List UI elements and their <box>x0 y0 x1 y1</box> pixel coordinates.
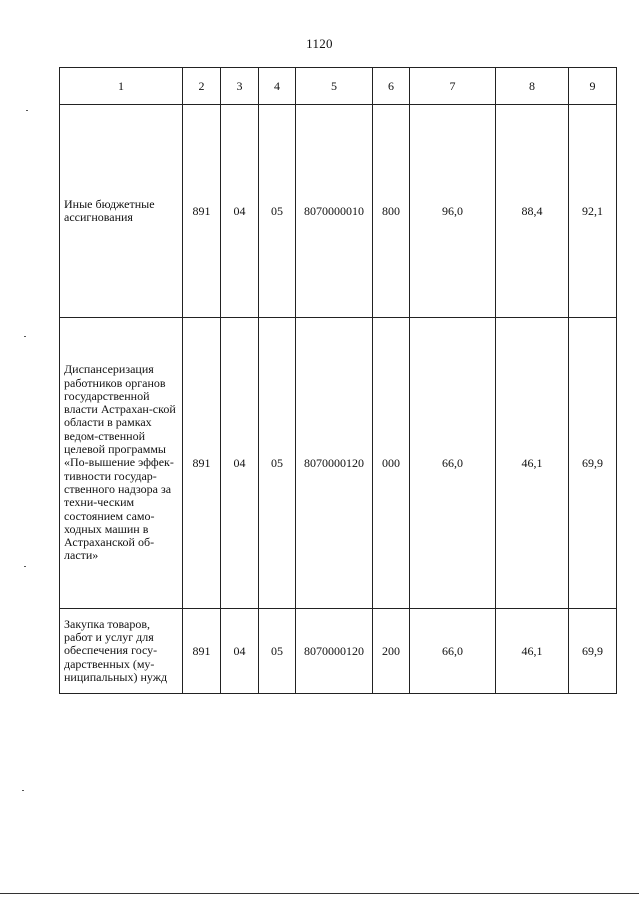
cell-col-7: 66,0 <box>410 318 496 609</box>
cell-col-6: 200 <box>373 609 410 694</box>
scan-speck <box>22 790 24 791</box>
page-number: 1120 <box>306 36 333 51</box>
header-cell: 2 <box>183 68 221 105</box>
scan-speck <box>24 336 26 337</box>
header-cell: 7 <box>410 68 496 105</box>
cell-col-6: 000 <box>373 318 410 609</box>
budget-table <box>59 67 617 694</box>
cell-col-8: 46,1 <box>496 318 569 609</box>
header-cell: 3 <box>221 68 259 105</box>
row-name: Иные бюджетные ассигнования <box>64 196 155 224</box>
header-cell: 9 <box>569 68 617 105</box>
header-cell: 5 <box>296 68 373 105</box>
header-cell: 8 <box>496 68 569 105</box>
row-name-cell <box>60 609 183 694</box>
cell-col-4: 05 <box>259 318 296 609</box>
table-row <box>60 105 617 318</box>
cell-col-5: 8070000120 <box>296 318 373 609</box>
row-name-cell <box>60 318 183 609</box>
cell-col-7: 66,0 <box>410 609 496 694</box>
row-name: Диспансеризация работников органов государственной власти Астрахан-ской области в рамках ведом-ственной целевой программы «По-вышение эффек-тивности государ-ственного надзора за техни-ческим состоянием само-ходных машин в Астраханской об-ласти» <box>64 362 176 563</box>
cell-col-9: 92,1 <box>569 105 617 318</box>
cell-col-2: 891 <box>183 318 221 609</box>
cell-col-7: 96,0 <box>410 105 496 318</box>
header-cell: 4 <box>259 68 296 105</box>
row-name-cell <box>60 105 183 318</box>
cell-col-5: 8070000010 <box>296 105 373 318</box>
cell-col-2: 891 <box>183 609 221 694</box>
cell-col-8: 46,1 <box>496 609 569 694</box>
cell-col-8: 88,4 <box>496 105 569 318</box>
cell-col-3: 04 <box>221 609 259 694</box>
table-header-row <box>60 68 617 105</box>
page-bottom-rule <box>0 893 639 894</box>
header-cell: 6 <box>373 68 410 105</box>
cell-col-9: 69,9 <box>569 609 617 694</box>
cell-col-5: 8070000120 <box>296 609 373 694</box>
scan-speck <box>26 110 28 111</box>
header-cell: 1 <box>60 68 183 105</box>
row-name: Закупка товаров, работ и услуг для обеспечения госу-дарственных (му-ниципальных) нужд <box>64 616 168 684</box>
table-row <box>60 609 617 694</box>
cell-col-4: 05 <box>259 609 296 694</box>
table-row <box>60 318 617 609</box>
cell-col-2: 891 <box>183 105 221 318</box>
cell-col-6: 800 <box>373 105 410 318</box>
cell-col-3: 04 <box>221 105 259 318</box>
cell-col-9: 69,9 <box>569 318 617 609</box>
cell-col-3: 04 <box>221 318 259 609</box>
cell-col-4: 05 <box>259 105 296 318</box>
scan-speck <box>24 566 26 567</box>
